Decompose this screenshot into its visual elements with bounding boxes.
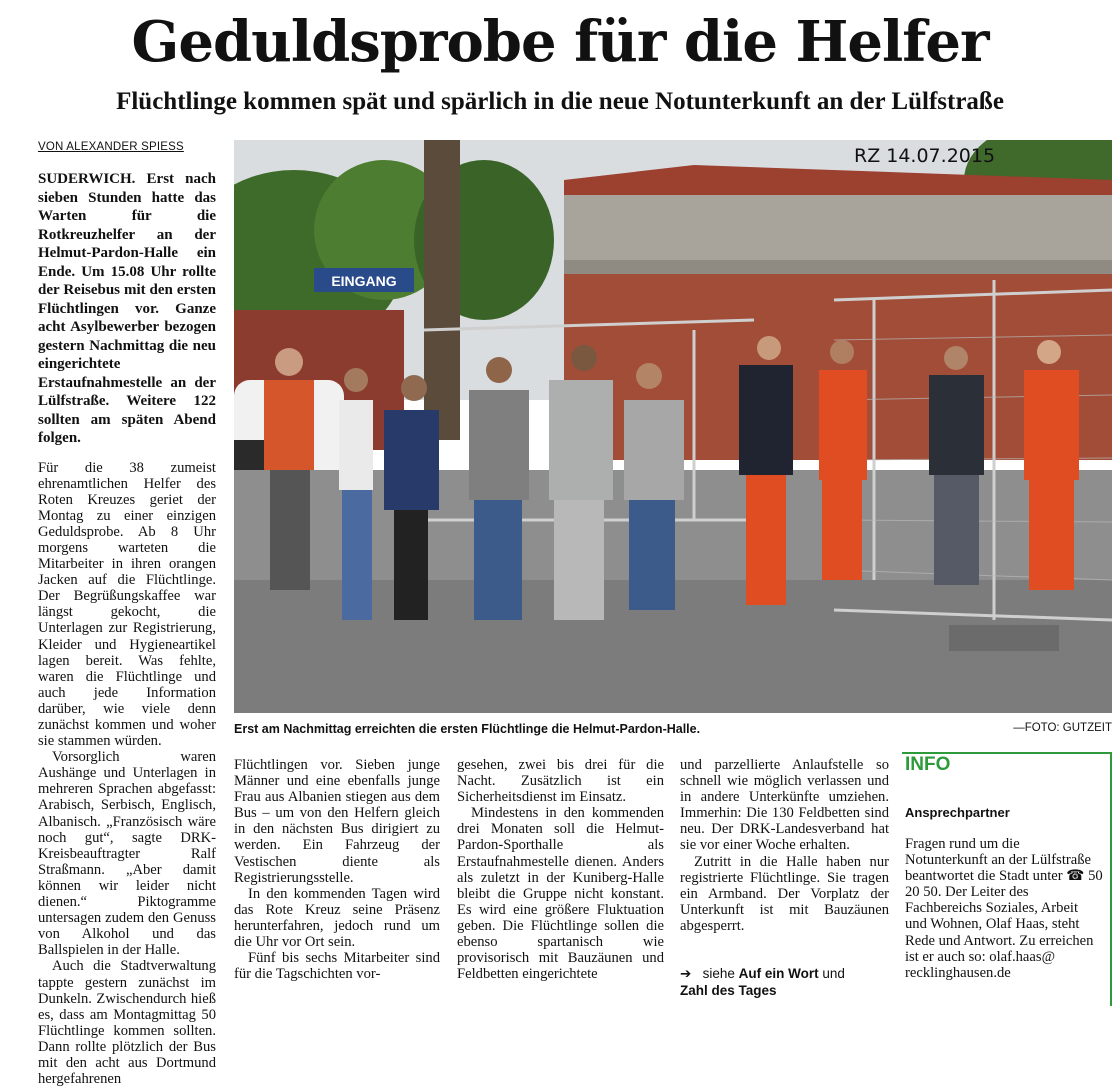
see-also-note [680,965,890,999]
byline: VON ALEXANDER SPIESS [38,141,184,153]
column-1 [38,170,216,1087]
see-also-prefix: siehe [702,966,735,981]
col1-paragraph-2: Vorsorglich waren Aushänge und Unterlagen in mehreren Sprachen abgefasst: Arabisch, Serbisch, Englisch, Albanisch. „Französisch wäre noch gut“, sagte DRK-Kreisbeauftragter Ralf Straßmann. „Aber damit können wir leider nicht dienen.“ Piktogramme untersagen zudem den Genuss von Alkohol und das Ballspielen in der Halle. [38,749,216,959]
see-also-mid: und [822,966,845,981]
photo-date-stamp: RZ 14.07.2015 [854,145,996,167]
photo-illustration [234,140,1112,713]
column-2 [234,757,440,982]
info-text: Fragen rund um die Notunterkunft an der Lülfstraße beantwortet die Stadt unter ☎ 50 20 50. Der Leiter des Fachbereichs Soziales, Arbeit und Wohnen, Olaf Haas, steht Rede und Antwort. Zu erreichen ist er auch so: olaf.haas@ recklinghausen.de [905,836,1103,981]
col1-paragraph-1: Für die 38 zumeist ehrenamtlichen Helfer des Roten Kreuzes geriet der Montag zu einer einzigen Geduldsprobe. Ab 8 Uhr morgens warteten die Mitarbeiter in ihren orangen Jacken auf die Flüchtlinge. Der Begrüßungskaffee war längst gekocht, die Unterlagen zur Registrierung, Kleider und Hygieneartikel lagen bereit. Was fehlte, waren die Flüchtlinge und auch jede Information darüber, wie viele denn zunächst kommen und woher sie stammen würden. [38,459,216,750]
col4-paragraph-2: Zutritt in die Halle haben nur registrierte Flüchtlinge. Sie tragen ein Armband. Der Vorplatz der Unterkunft ist mit Bauzäunen abgesperrt. [680,853,889,934]
headline: Geduldsprobe für die Helfer [131,9,989,75]
lead-text: SUDERWICH. Erst nach sieben Stunden hatte das Warten für die Rotkreuzhelfer an der Helmut-Pardon-Halle ein Ende. Um 15.08 Uhr rollte der Reisebus mit den ersten Flüchtlingen vor. Ganze acht Asylbewerber bezogen gestern Nachmittag die neu eingerichtete Erstaufnahmestelle an der Lülfstraße. Weitere 122 sollten am späten Abend folgen. [38,171,216,446]
article-photo [234,140,1112,713]
photo-caption: Erst am Nachmittag erreichten die ersten Flüchtlinge die Helmut-Pardon-Halle. [234,722,701,736]
col4-paragraph-1: und parzellierte Anlaufstelle so schnell wie möglich verlassen und in andere Unterkünfte umziehen. Immerhin: Die 130 Feldbetten sind neu. Der DRK-Landesverband hat sie vor einer Woche erhalten. [680,757,889,854]
subheadline: Flüchtlinge kommen spät und spärlich in die neue Notunterkunft an der Lülfstraße [116,88,1004,115]
column-3 [457,757,664,982]
col2-paragraph-2: In den kommenden Tagen wird das Rote Kreuz seine Präsenz herunterfahren, jedoch rund um die Uhr vor Ort sein. [234,885,440,951]
column-4 [680,757,889,934]
info-title: INFO [905,754,951,775]
lead-paragraph [38,170,216,448]
arrow-right-icon: ➔ [680,966,692,981]
info-subtitle: Ansprechpartner [905,805,1010,820]
col2-paragraph-1: Flüchtlingen vor. Sieben junge Männer und eine ebenfalls junge Frau aus Albanien stiegen aus dem Bus – um von den Helfern gleich in den nächsten Bus dirigiert zu werden. Ein Fahrzeug der Vestischen diente als Registrierungsstelle. [234,757,440,886]
col2-paragraph-3: Fünf bis sechs Mitarbeiter sind für die Tagschichten vor- [234,950,440,983]
entrance-sign-text: EINGANG [331,273,397,289]
photo-credit: —FOTO: GUTZEIT [1013,722,1112,734]
see-also-ref-1: Auf ein Wort [738,966,819,981]
col3-paragraph-2: Mindestens in den kommenden drei Monaten soll die Helmut-Pardon-Sporthalle als Erstaufnahmestelle dienen. Anders als zuletzt in der Kuniberg-Halle bleibt die Gruppe nicht konstant. Es wird eine größere Fluktuation geben. Die Flüchtlinge sollen die ebenso spartanisch wie provisorisch mit Bauzäunen und Feldbetten eingerichtete [457,805,664,983]
see-also-ref-2: Zahl des Tages [680,983,777,998]
col3-paragraph-1: gesehen, zwei bis drei für die Nacht. Zusätzlich ist ein Sicherheitsdienst im Einsatz. [457,757,664,806]
col1-paragraph-3: Auch die Stadtverwaltung tappte gestern zunächst im Dunkeln. Zwischendurch hieß es, dass am Montagmittag 50 Flüchtlinge kommen sollten. Dann rollte plötzlich der Bus mit den acht aus Dortmund hergefahrenen [38,958,216,1087]
